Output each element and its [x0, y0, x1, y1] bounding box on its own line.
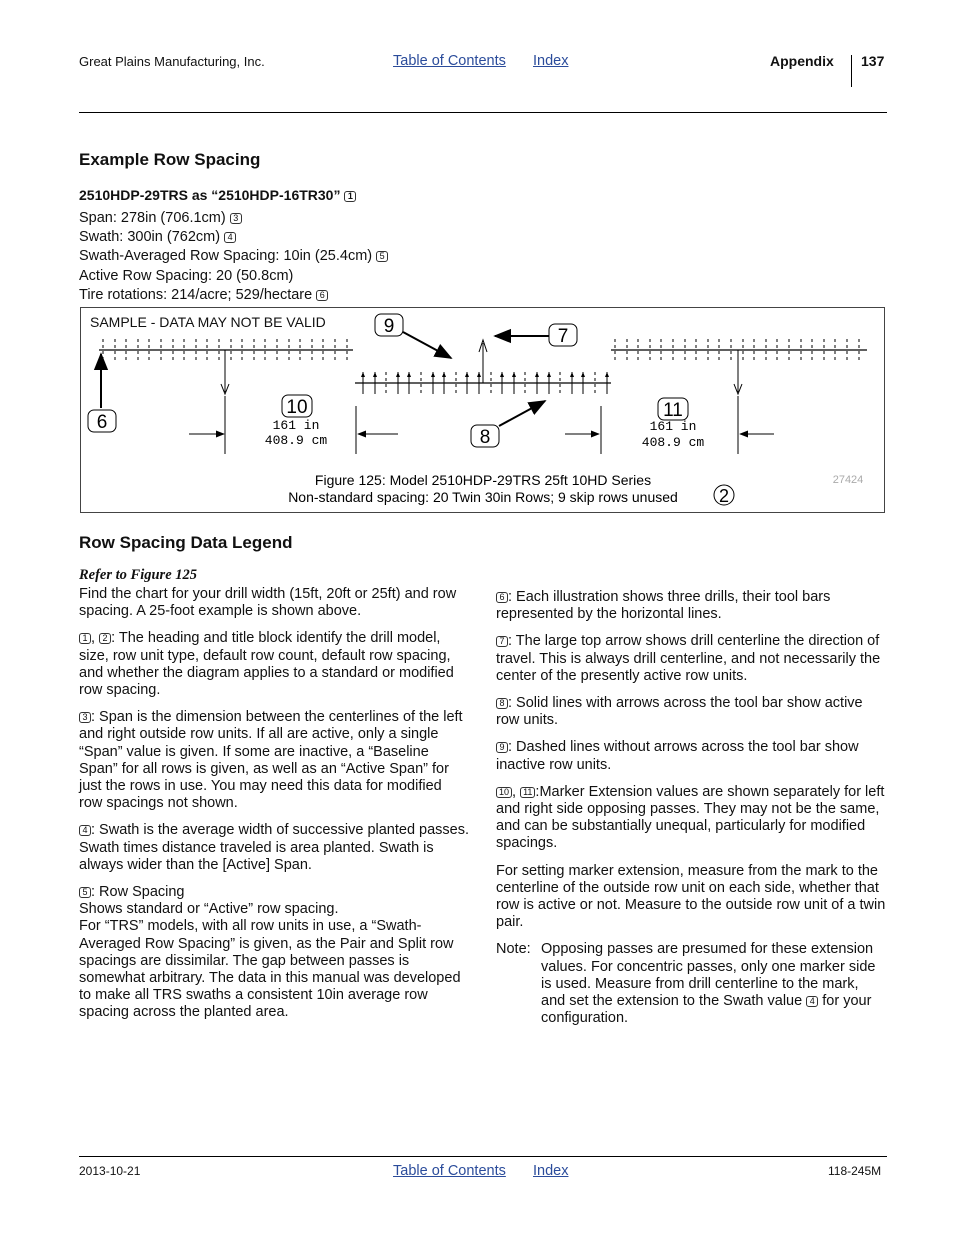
- sample-label: SAMPLE - DATA MAY NOT BE VALID: [90, 314, 326, 330]
- right-dim-cm: 408.9 cm: [641, 435, 705, 450]
- legend-right-column: [496, 589, 886, 1027]
- spec-tire-rotations: Tire rotations: 214/acre; 529/hectare 6: [79, 286, 388, 305]
- legend-item-9: 9 : Dashed lines without arrows across the tool bar show inactive row units.: [496, 739, 859, 773]
- figure-box: [80, 307, 885, 513]
- footer-doc-number: 118-245M: [828, 1164, 882, 1178]
- row-unit-arrowhead: [570, 372, 574, 377]
- callout-badge: 1: [344, 191, 356, 202]
- spec-row-spacing: Swath-Averaged Row Spacing: 10in (25.4cm) 5: [79, 247, 388, 266]
- callout-9-arrow: [403, 332, 451, 358]
- row-unit-arrowhead: [477, 372, 481, 377]
- left-dim-cm: 408.9 cm: [264, 433, 328, 448]
- row-unit-arrowhead: [500, 372, 504, 377]
- footer-toc-link[interactable]: Table of Contents: [393, 1163, 506, 1179]
- legend-item-10-11: 10 , 11 :Marker Extension values are shown separately for left and right side opposing passes. They may not be the same, and can be substantially unequal, particularly for modified spacings.: [496, 783, 885, 852]
- figure-caption-2: Non-standard spacing: 20 Twin 30in Rows; 9 skip rows unused: [288, 489, 678, 505]
- callout-badge: 5: [376, 251, 388, 262]
- spec-swath: Swath: 300in (762cm) 4: [79, 228, 388, 247]
- model-heading: [79, 187, 356, 203]
- legend-item-4: 4 : Swath is the average width of successive planted passes. Swath times distance traveled is area planted. Swath is always wider than the [Active] Span.: [79, 822, 470, 873]
- figure-number: 27424: [832, 474, 864, 486]
- footer-rule: [79, 1156, 887, 1157]
- callout-badge: 6: [496, 592, 508, 603]
- row-unit-arrowhead: [547, 372, 551, 377]
- legend-title: Row Spacing Data Legend: [79, 533, 293, 552]
- callout-badge: 4: [806, 996, 818, 1007]
- callout-8: 8: [479, 427, 491, 448]
- callout-2: 2: [718, 486, 730, 506]
- figure-caption-1: Figure 125: Model 2510HDP-29TRS 25ft 10HD Series: [314, 472, 652, 488]
- callout-badge: 9: [496, 742, 508, 753]
- row-unit-arrowhead: [396, 372, 400, 377]
- legend-item-7: 7 : The large top arrow shows drill centerline the direction of travel. This is always drill centerline, and not necessarily the center of the presently active row units.: [496, 633, 881, 684]
- spec-span: Span: 278in (706.1cm) 3: [79, 209, 388, 228]
- callout-badge: 8: [496, 698, 508, 709]
- callout-8-arrow: [499, 401, 545, 426]
- callout-badge: 11: [520, 787, 535, 798]
- legend-item-8: 8 : Solid lines with arrows across the tool bar show active row units.: [496, 695, 863, 729]
- callout-badge: 6: [316, 290, 328, 301]
- callout-badge: 2: [99, 633, 111, 644]
- legend-item-1-2: 1 , 2 : The heading and title block identify the drill model, size, row unit type, default row count, default row spacing, and whether the diagram applies to a standard or modified row spacing.: [79, 630, 454, 699]
- row-unit-arrowhead: [373, 372, 377, 377]
- header-rule: [79, 112, 887, 113]
- legend-item-6: 6 : Each illustration shows three drills, their tool bars represented by the horizontal lines.: [496, 589, 831, 623]
- right-dim-in: 161 in: [649, 419, 697, 434]
- marker-extension-paragraph: For setting marker extension, measure from the mark to the centerline of the outside row unit on each side, whether that row is active or not. Measure to the outside row unit of a twin pair.: [496, 862, 886, 931]
- note-label: Note:: [496, 941, 531, 958]
- company-name: Great Plains Manufacturing, Inc.: [79, 54, 265, 69]
- page-number: 137: [861, 53, 885, 69]
- section-name: Appendix: [770, 53, 834, 69]
- figure-reference: Refer to Figure 125: [79, 567, 198, 583]
- row-unit-arrowhead: [442, 372, 446, 377]
- legend-intro: Find the chart for your drill width (15ft, 20ft or 25ft) and row spacing. A 25-foot example is shown above.: [79, 586, 457, 620]
- legend-item-5: 5 : Row Spacing Shows standard or “Active” row spacing. For “TRS” models, with all row units in use, a “Swath-Averaged Row Spacing” is given, as the Pair and Split row spacings are dissimilar. The gap between passes is somewhat arbitrary. The data in this manual was developed to make all TRS swaths a consistent 10in average row spacing across the planted area.: [79, 884, 461, 1021]
- row-unit-arrowhead: [407, 372, 411, 377]
- spec-list: [79, 209, 388, 305]
- note-block: [496, 941, 886, 1027]
- note-text: Opposing passes are presumed for these extension values. For concentric passes, only one marker side is used. Measure from drill centerline to the mark, and set the extension to the Swath value 4 for your configuration.: [541, 941, 876, 1027]
- callout-badge: 7: [496, 636, 508, 647]
- callout-badge: 3: [79, 712, 91, 723]
- page-title: Example Row Spacing: [79, 150, 261, 169]
- callout-10: 10: [286, 397, 308, 418]
- row-unit-arrowhead: [512, 372, 516, 377]
- model-heading-text: 2510HDP-29TRS as “2510HDP-16TR30”: [79, 187, 341, 203]
- callout-7: 7: [557, 326, 569, 347]
- row-unit-arrowhead: [535, 372, 539, 377]
- spec-active-spacing: Active Row Spacing: 20 (50.8cm): [79, 267, 294, 284]
- callout-badge: 4: [79, 825, 91, 836]
- row-unit-arrowhead: [465, 372, 469, 377]
- row-spacing-diagram: [81, 308, 884, 512]
- callout-6: 6: [96, 412, 108, 433]
- footer-index-link[interactable]: Index: [533, 1163, 569, 1179]
- row-unit-arrowhead: [431, 372, 435, 377]
- callout-badge: 4: [224, 232, 236, 243]
- right-drill: [611, 350, 867, 394]
- callout-badge: 3: [230, 213, 242, 224]
- callout-badge: 1: [79, 633, 91, 644]
- legend-left-column: [79, 586, 469, 1032]
- header-divider: [851, 55, 852, 87]
- left-drill: [99, 350, 353, 394]
- callout-11: 11: [663, 400, 683, 421]
- row-unit-arrowhead: [361, 372, 365, 377]
- callout-badge: 10: [496, 787, 512, 798]
- header-toc-link[interactable]: Table of Contents: [393, 53, 506, 69]
- callout-badge: 5: [79, 887, 91, 898]
- left-dim-in: 161 in: [272, 418, 320, 433]
- row-unit-arrowhead: [581, 372, 585, 377]
- callout-9: 9: [383, 316, 395, 337]
- header-index-link[interactable]: Index: [533, 53, 569, 69]
- row-unit-arrowhead: [605, 372, 609, 377]
- legend-item-3: 3 : Span is the dimension between the centerlines of the left and right outside row units. If all are active, only a single “Span” value is given. If some are inactive, a “Baseline Span” for all rows is given, as well as an “Active Span” for just the rows in use. You may need this data for modified row spacings not shown.: [79, 709, 463, 812]
- footer-date: 2013-10-21: [79, 1164, 141, 1178]
